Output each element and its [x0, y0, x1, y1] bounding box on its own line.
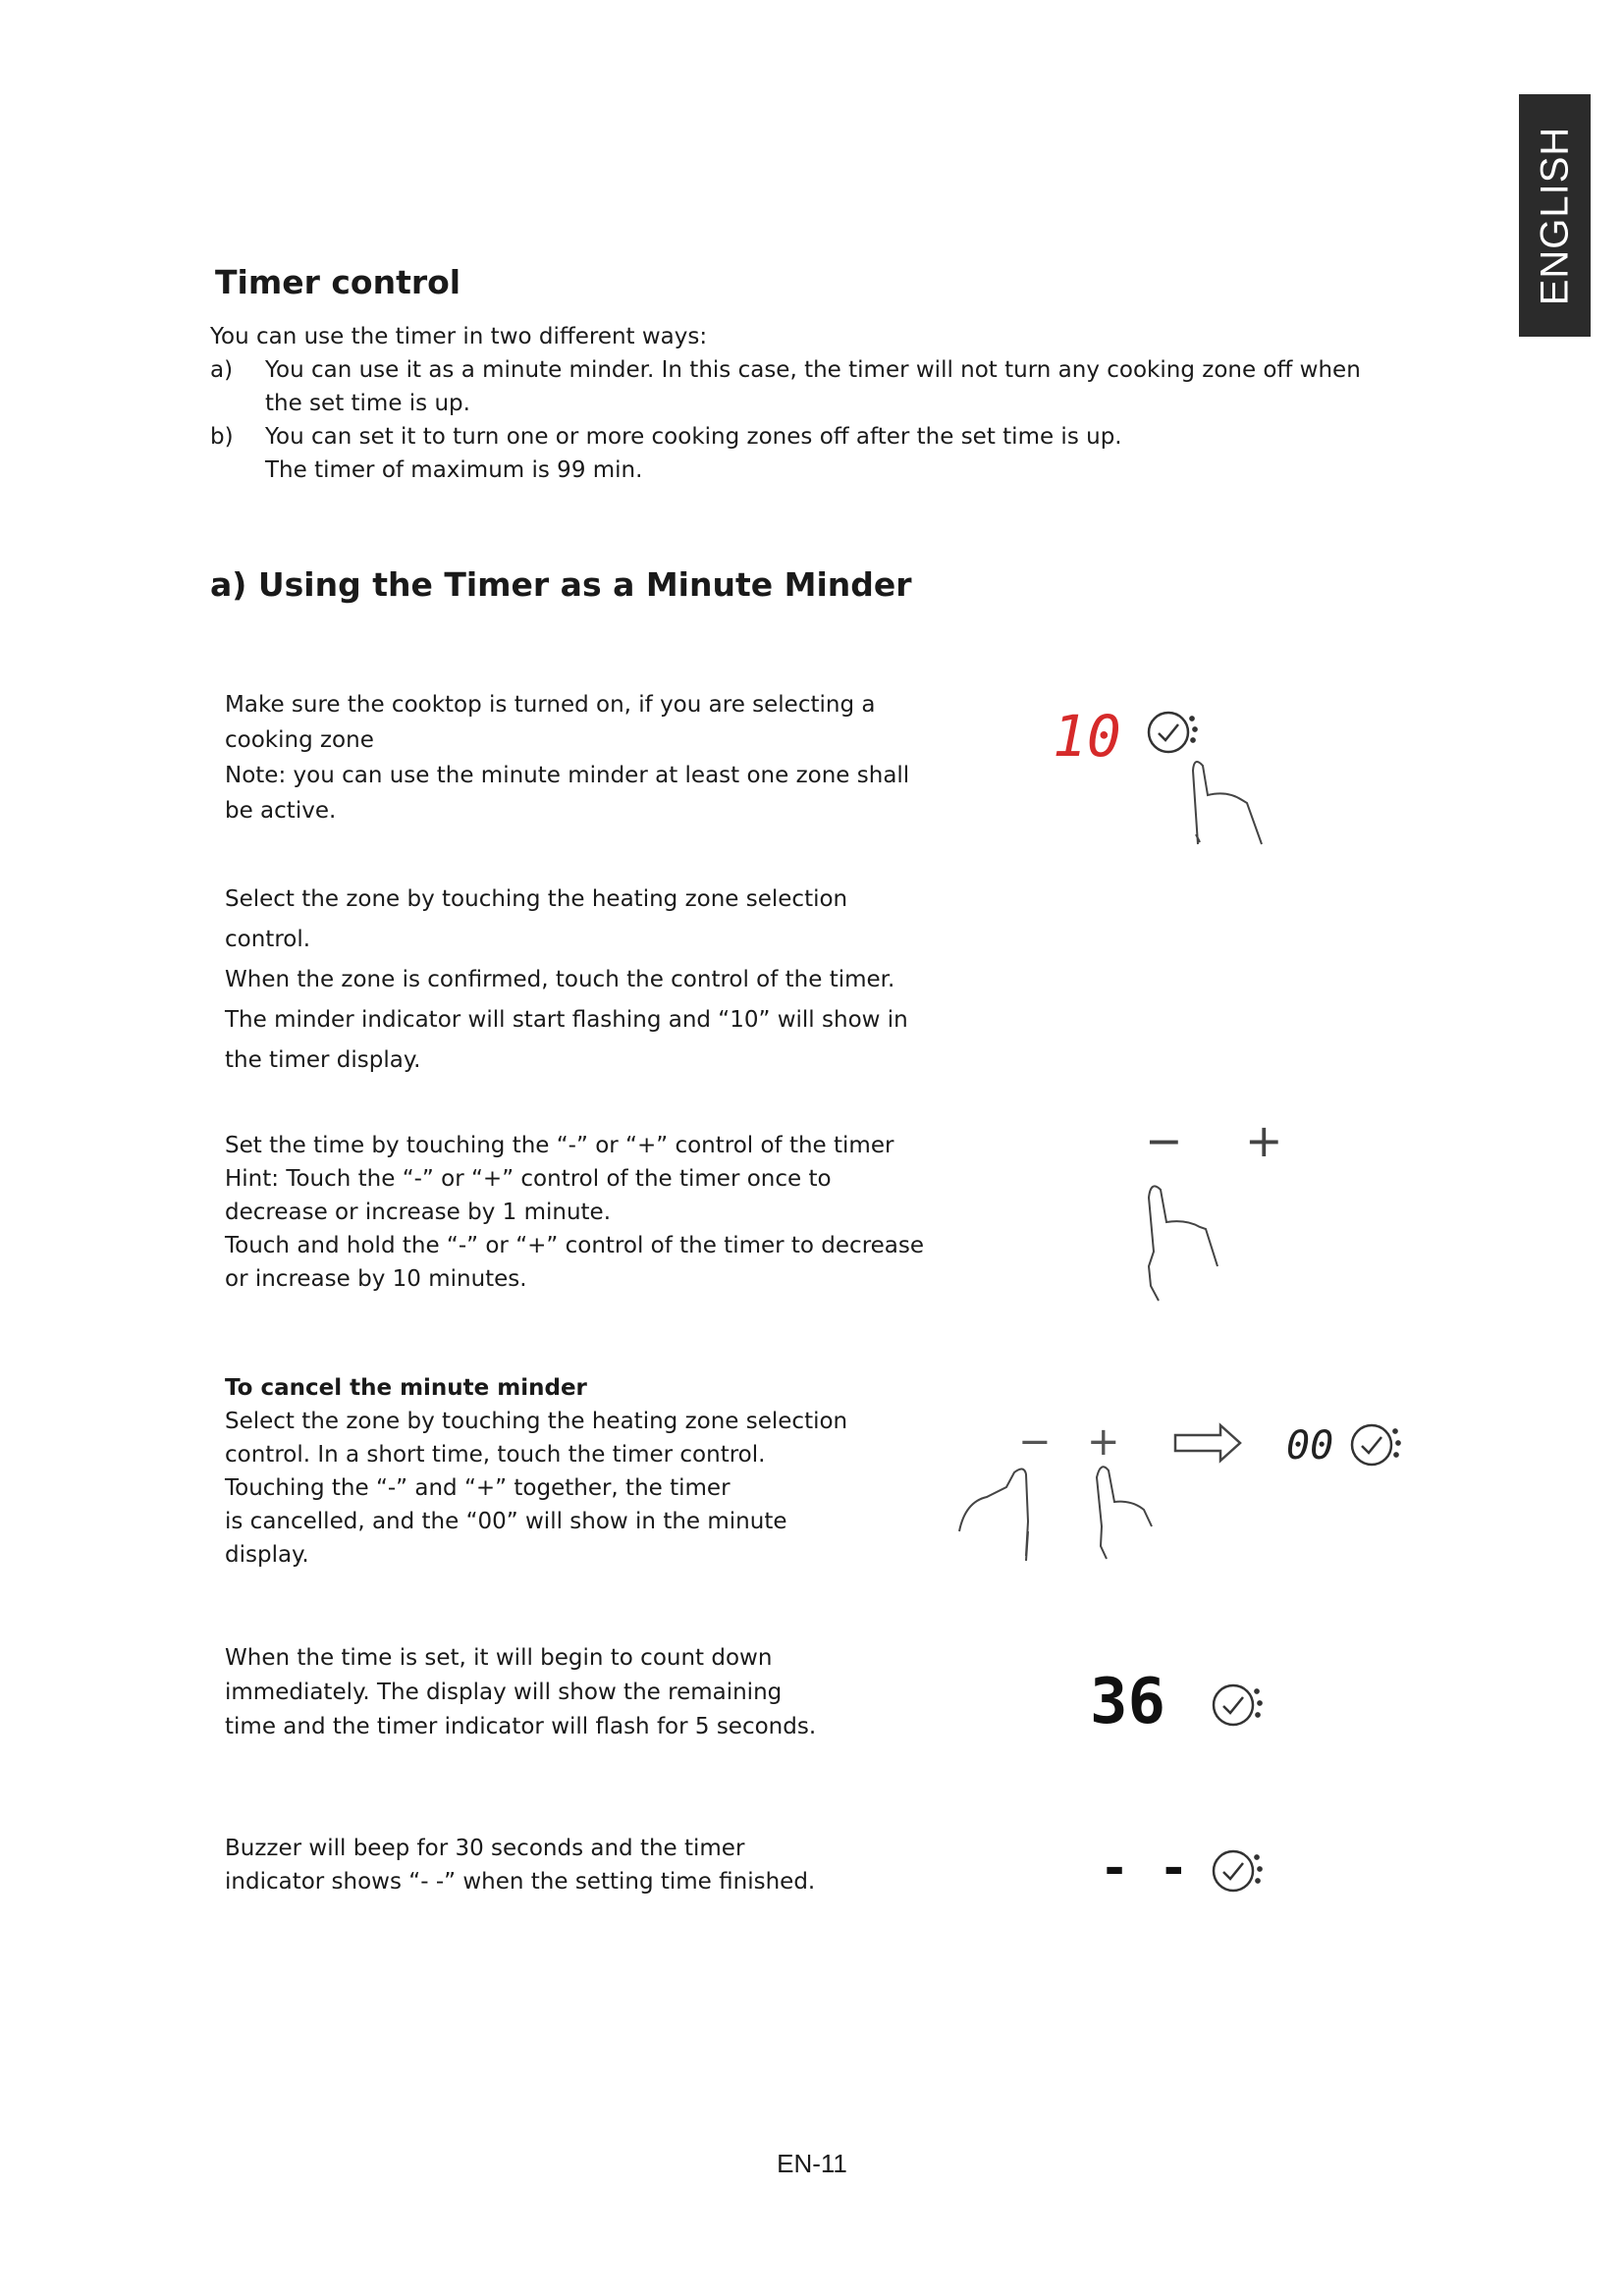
- paragraph-line: decrease or increase by 1 minute.: [225, 1200, 612, 1225]
- figure-countdown-36: [1090, 1664, 1286, 1742]
- paragraph-line: Make sure the cooktop is turned on, if you are selecting a: [225, 692, 876, 718]
- paragraph-line: indicator shows “- -” when the setting time finished.: [225, 1869, 816, 1895]
- instruction-block-set-time: [225, 1129, 924, 1296]
- paragraph-line: is cancelled, and the “00” will show in the minute: [225, 1509, 787, 1534]
- paragraph-line: time and the timer indicator will flash for 5 seconds.: [225, 1714, 817, 1739]
- item-text: You can set it to turn one or more cooking zones off after the set time is up.: [265, 424, 1122, 450]
- paragraph-line: Touching the “-” and “+” together, the timer: [225, 1475, 731, 1501]
- paragraph-line: be active.: [225, 798, 337, 824]
- figure-timer-display-10: [1051, 697, 1306, 854]
- paragraph-line: cooking zone: [225, 727, 374, 753]
- instruction-block-countdown: [225, 1641, 816, 1744]
- instruction-block-activate: [225, 687, 909, 828]
- intro-text: [210, 320, 1361, 487]
- timer-display-36: 36: [1090, 1666, 1166, 1738]
- timer-display-10: 10: [1053, 703, 1121, 770]
- figure-finished-dashes: [1100, 1836, 1296, 1904]
- timer-clock-icon: [1214, 1851, 1262, 1891]
- item-text: The timer of maximum is 99 min.: [265, 457, 643, 483]
- paragraph-line: or increase by 10 minutes.: [225, 1266, 527, 1292]
- item-text: You can use it as a minute minder. In this case, the timer will not turn any cooking zone off when: [265, 357, 1361, 383]
- paragraph-line: control.: [225, 927, 311, 952]
- timer-display-00: 00: [1286, 1423, 1334, 1468]
- language-tab-label: ENGLISH: [1533, 126, 1576, 305]
- subsection-title: a) Using the Timer as a Minute Minder: [210, 565, 912, 604]
- intro-item-b: [210, 420, 1361, 454]
- page-number: EN-11: [777, 2149, 847, 2178]
- arrow-right-icon: [1175, 1425, 1240, 1461]
- paragraph-line: When the zone is confirmed, touch the control of the timer.: [225, 967, 895, 992]
- finger-icon: [1193, 762, 1262, 844]
- timer-clock-icon: [1149, 713, 1197, 752]
- minus-symbol: −: [1018, 1419, 1052, 1465]
- item-label: b): [210, 424, 234, 450]
- instruction-block-finished: [225, 1832, 815, 1898]
- plus-symbol: +: [1087, 1419, 1120, 1465]
- paragraph-line: The minder indicator will start flashing and “10” will show in: [225, 1007, 908, 1033]
- section-title: Timer control: [215, 263, 461, 301]
- paragraph-line: the timer display.: [225, 1047, 421, 1073]
- item-label: a): [210, 357, 234, 383]
- intro-line: You can use the timer in two different ways:: [210, 324, 708, 349]
- timer-clock-icon: [1352, 1425, 1400, 1465]
- timer-display-dashes: - -: [1100, 1840, 1189, 1896]
- paragraph-line: Note: you can use the minute minder at least one zone shall: [225, 763, 910, 788]
- paragraph-line: Select the zone by touching the heating zone selection: [225, 886, 848, 912]
- finger-left-icon: [959, 1468, 1028, 1561]
- intro-item-a: [210, 353, 1361, 387]
- minus-symbol: −: [1145, 1114, 1183, 1167]
- language-tab: [1519, 94, 1591, 337]
- paragraph-line: Hint: Touch the “-” or “+” control of the timer once to: [225, 1166, 832, 1192]
- cancel-heading: To cancel the minute minder: [225, 1375, 587, 1401]
- paragraph-line: Set the time by touching the “-” or “+” control of the timer: [225, 1133, 894, 1158]
- finger-right-icon: [1097, 1467, 1152, 1559]
- paragraph-line: display.: [225, 1542, 309, 1568]
- paragraph-line: Buzzer will beep for 30 seconds and the timer: [225, 1836, 745, 1861]
- item-text: the set time is up.: [265, 391, 470, 416]
- plus-symbol: +: [1245, 1114, 1283, 1167]
- finger-icon: [1149, 1186, 1218, 1301]
- timer-clock-icon: [1214, 1685, 1262, 1725]
- paragraph-line: immediately. The display will show the remaining: [225, 1680, 783, 1705]
- figure-minus-plus-touch: [1129, 1114, 1306, 1306]
- paragraph-line: When the time is set, it will begin to count down: [225, 1645, 773, 1671]
- paragraph-line: Select the zone by touching the heating zone selection: [225, 1409, 848, 1434]
- instruction-block-cancel: [225, 1371, 847, 1572]
- paragraph-line: control. In a short time, touch the timer control.: [225, 1442, 766, 1468]
- paragraph-line: Touch and hold the “-” or “+” control of the timer to decrease: [225, 1233, 925, 1258]
- instruction-block-select-zone: [225, 880, 908, 1081]
- figure-cancel-sequence: [957, 1414, 1419, 1571]
